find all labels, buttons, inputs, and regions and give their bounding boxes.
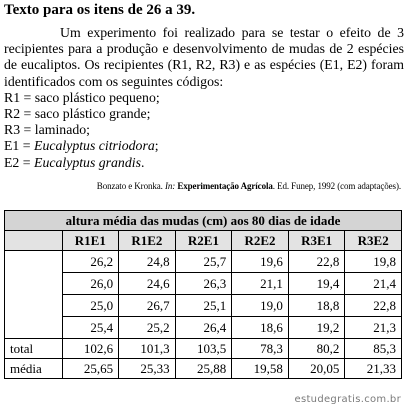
mean-cell: 21,33 [345, 359, 402, 379]
code-e1-prefix: E1 = [4, 138, 35, 154]
code-r1: R1 = saco plástico pequeno; [4, 89, 160, 105]
species-e2-name: Eucalyptus grandis [34, 154, 141, 170]
mean-cell: 19,58 [232, 359, 289, 379]
total-cell: 80,2 [288, 339, 345, 359]
table-cell: 25,7 [175, 251, 232, 273]
header-cell: R1E2 [119, 231, 176, 251]
code-r2: R2 = saco plástico grande; [4, 106, 151, 122]
mean-row [5, 359, 402, 379]
total-cell: 85,3 [345, 339, 402, 359]
table-cell: 24,6 [119, 273, 176, 295]
header-cell: R2E1 [175, 231, 232, 251]
header-cell: R3E2 [345, 231, 402, 251]
table-cell: 26,3 [175, 273, 232, 295]
table-cell: 19,4 [288, 273, 345, 295]
total-cell: 101,3 [119, 339, 176, 359]
code-e2-suffix: . [140, 154, 145, 170]
source-rest: . Ed. Funep, 1992 (com adaptações). [272, 181, 401, 191]
table-cell: 19,0 [232, 295, 289, 317]
table-cell: 25,0 [62, 295, 119, 317]
table-cell: 18,6 [232, 317, 289, 339]
table-row [5, 273, 402, 295]
code-e1-suffix: ; [154, 138, 159, 154]
header-cell: R1E1 [62, 231, 119, 251]
table-cell: 19,8 [345, 251, 402, 273]
table-cell: 26,0 [62, 273, 119, 295]
total-cell: 102,6 [62, 339, 119, 359]
source-in: In: [164, 181, 178, 191]
mean-cell: 20,05 [288, 359, 345, 379]
code-e1 [4, 138, 404, 154]
table-cell: 26,7 [119, 295, 176, 317]
species-e1-name: Eucalyptus citriodora [34, 138, 155, 154]
row-label [5, 251, 63, 273]
table-row [5, 295, 402, 317]
table-cell: 26,2 [62, 251, 119, 273]
table-row [5, 317, 402, 339]
table-cell: 25,1 [175, 295, 232, 317]
source-citation [97, 181, 401, 192]
page-title: Texto para os itens de 26 a 39. [4, 2, 196, 18]
code-e2-prefix: E2 = [4, 154, 35, 170]
table-cell: 19,6 [232, 251, 289, 273]
table-cell: 21,4 [345, 273, 402, 295]
table-cell: 25,2 [119, 317, 176, 339]
table-cell: 26,4 [175, 317, 232, 339]
table-row [5, 251, 402, 273]
source-authors: Bonzato e Kronka. [96, 181, 165, 191]
source-book: Experimentação Agrícola [177, 181, 273, 191]
total-row [5, 339, 402, 359]
table-cell: 18,8 [288, 295, 345, 317]
table-cell: 25,4 [62, 317, 119, 339]
intro-paragraph: Um experimento foi realizado para se testar o efeito de 3 recipientes para a produção e desenvolvimento de mudas de 2 espécies de eucaliptos. Os recipientes (R1, R2, R3) e as espécies (E1, E2) foram identificados com os seguintes códigos: [4, 25, 404, 89]
table-cell: 24,8 [119, 251, 176, 273]
code-r3: R3 = laminado; [4, 122, 90, 138]
row-label [5, 295, 63, 317]
row-label [5, 317, 63, 339]
mean-label: média [5, 359, 63, 379]
experiment-description [4, 25, 404, 171]
table-cell: 21,3 [345, 317, 402, 339]
row-label [5, 273, 63, 295]
mean-cell: 25,88 [175, 359, 232, 379]
table-cell: 22,8 [345, 295, 402, 317]
header-cell: R2E2 [232, 231, 289, 251]
total-cell: 103,5 [175, 339, 232, 359]
table-cell: 19,2 [288, 317, 345, 339]
table-cell: 21,1 [232, 273, 289, 295]
header-cell: R3E1 [288, 231, 345, 251]
code-e2 [4, 155, 404, 171]
watermark: estudegratis.com.br [294, 394, 401, 405]
header-empty [5, 231, 63, 251]
total-label: total [5, 339, 63, 359]
table-caption: altura média das mudas (cm) aos 80 dias de idade [5, 211, 402, 231]
data-table [4, 210, 402, 379]
table-cell: 22,8 [288, 251, 345, 273]
mean-cell: 25,65 [62, 359, 119, 379]
total-cell: 78,3 [232, 339, 289, 359]
mean-cell: 25,33 [119, 359, 176, 379]
